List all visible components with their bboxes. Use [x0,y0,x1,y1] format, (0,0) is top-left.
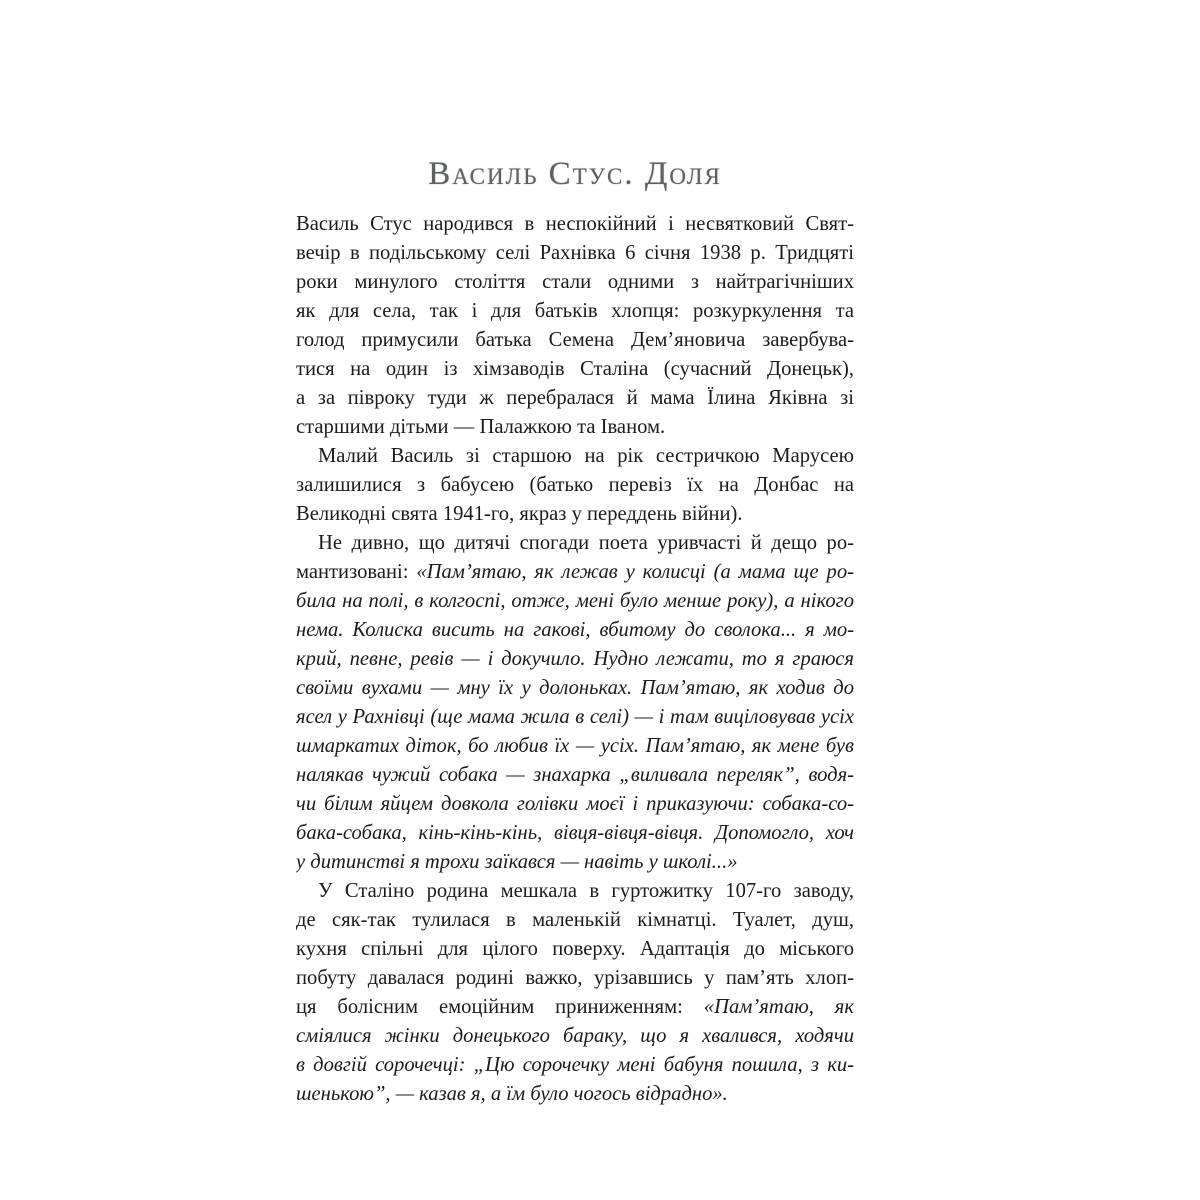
text-line [296,239,854,268]
quote-text: в довгій сорочечці: „Цю сорочечку мені бабуня пошила, з ки- [296,1054,854,1076]
quote-text: «Пам’ятаю, як лежав у колисці (а мама ще ро- [416,561,854,583]
text-line [296,326,854,355]
paragraph [296,877,854,1109]
text-line [296,268,854,297]
body-text: У Сталіно родина мешкала в гуртожитку 107-го заводу, [318,880,854,902]
quote-text: налякав чужий собака — знахарка „виливала переляк”, водя- [296,764,854,786]
text-line [296,1051,854,1080]
body-text: залишилися з бабусею (батько перевіз їх на Донбас на [296,474,854,496]
quote-text: «Пам’ятаю, як [703,996,854,1018]
text-line [296,935,854,964]
text-line [296,297,854,326]
text-line [296,732,854,761]
body-text: тися на один із хімзаводів Сталіна (сучасний Донецьк), [296,358,854,380]
text-line [296,1080,854,1109]
text-line [296,616,854,645]
text-line [296,558,854,587]
text-line [296,500,854,529]
text-line [296,703,854,732]
quote-text: у дитинстві я трохи заїкався — навіть у школі...» [296,851,738,873]
text-line [296,471,854,500]
body-text: мантизовані: [296,561,417,583]
text-block [296,210,854,1109]
text-line [296,413,854,442]
text-line [296,1022,854,1051]
body-text: кухня спільні для цілого поверху. Адаптація до міського [296,938,854,960]
quote-text: бака-собака, кінь-кінь-кінь, вівця-вівця-вівця. Допомогло, хоч [296,822,854,844]
text-line [296,384,854,413]
body-text: Великодні свята 1941-го, якраз у переддень війни). [296,503,743,525]
quote-text: крий, певне, ревів — і докучило. Нудно лежати, то я граюся [296,648,854,670]
quote-text: чи білим яйцем довкола голівки моєї і приказуючи: собака-со- [296,793,854,815]
text-line [296,442,854,471]
quote-text: своїми вухами — мну їх у долоньках. Пам’ятаю, як ходив до [296,677,854,699]
text-line [296,587,854,616]
text-line [296,790,854,819]
text-line [296,877,854,906]
paragraph [296,442,854,529]
text-line [296,674,854,703]
quote-text: шмаркатих діток, бо любив їх — усіх. Пам’ятаю, як мене був [296,735,854,757]
body-text: Малий Василь зі старшою на рік сестричкою Марусею [318,445,854,467]
body-text: як для села, так і для батьків хлопця: розкуркулення та [296,300,854,322]
body-text: Василь Стус народився в неспокійний і несвятковий Свят- [296,213,854,235]
text-line [296,645,854,674]
body-text: ця болісним емоційним приниженням: [296,996,704,1018]
body-text: Не дивно, що дитячі спогади поета уривчасті й дещо ро- [318,532,854,554]
paragraph [296,529,854,877]
body-text: вечір в подільському селі Рахнівка 6 січня 1938 р. Тридцяті [296,242,854,264]
body-text: голод примусили батька Семена Дем’яновича завербува- [296,329,854,351]
quote-text: шенькою”, — казав я, а їм було чогось відрадно». [296,1083,728,1105]
body-text: роки минулого століття стали одними з найтрагічніших [296,271,854,293]
text-line [296,529,854,558]
quote-text: ясел у Рахнівці (ще мама жила в селі) — і там виціловував усіх [296,706,854,728]
body-text: де сяк-так тулилася в маленькій кімнатці. Туалет, душ, [296,909,854,931]
text-line [296,819,854,848]
text-line [296,355,854,384]
quote-text: сміялися жінки донецького бараку, що я хвалився, ходячи [296,1025,854,1047]
page-title: Василь Стус. Доля [428,156,722,192]
text-line [296,993,854,1022]
body-text: побуту давалася родині важко, урізавшись у пам’ять хлоп- [296,967,854,989]
text-line [296,906,854,935]
text-line [296,210,854,239]
text-line [296,761,854,790]
text-line [296,964,854,993]
text-line [296,848,854,877]
body-text: старшими дітьми — Палажкою та Іваном. [296,416,666,438]
quote-text: нема. Колиска висить на гакові, вбитому до сволока... я мо- [296,619,854,641]
quote-text: била на полі, в колгоспі, отже, мені було менше року), а нікого [296,590,854,612]
paragraph [296,210,854,442]
body-text: а за півроку туди ж перебралася й мама Їлина Яківна зі [296,387,854,409]
